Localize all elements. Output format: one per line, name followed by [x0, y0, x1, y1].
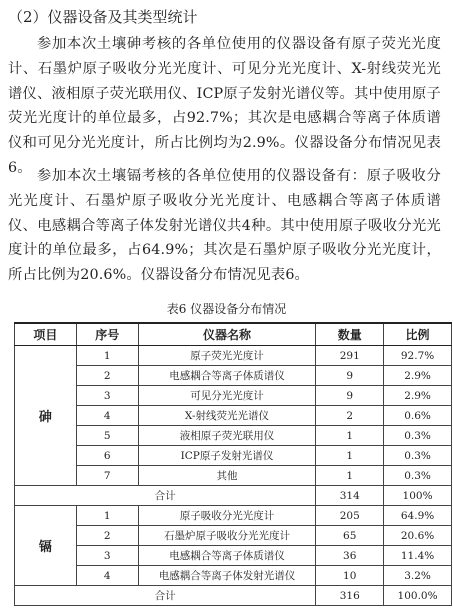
- section-heading: （2）仪器设备及其类型统计: [8, 8, 198, 26]
- ratio-cell: 0.3%: [384, 466, 452, 486]
- header-name: 仪器名称: [138, 323, 316, 346]
- table-row: [15, 526, 452, 546]
- seq-cell: 3: [76, 386, 138, 406]
- total-row: [15, 486, 452, 506]
- instrument-name-cell: 液相原子荧光联用仪: [138, 426, 316, 446]
- total-ratio: 100%: [384, 486, 452, 506]
- paragraph-arsenic: 参加本次土壤砷考核的各单位使用的仪器设备有原子荧光光度计、石墨炉原子吸收分光光度计、可见分光光度计、X-射线荧光光谱仪、液相原子荧光联用仪、ICP原子发射光谱仪等。其中使用原子荧光光度计的单位最多，占92.7%；其次是电感耦合等离子体质谱仪和可见分光光度计，所占比例均为2.9%。仪器设备分布情况见表6。: [8, 36, 441, 176]
- instrument-name-cell: 电感耦合等离子体发射光谱仪: [138, 566, 316, 586]
- instrument-name-cell: 石墨炉原子吸收分光光度计: [138, 526, 316, 546]
- count-cell: 291: [316, 346, 384, 366]
- instrument-name-cell: 原子吸收分光光度计: [138, 506, 316, 526]
- instrument-name-cell: 原子荧光光度计: [138, 346, 316, 366]
- table-row: [15, 466, 452, 486]
- ratio-cell: 64.9%: [384, 506, 452, 526]
- table-caption: 表6 仪器设备分布情况: [166, 302, 287, 316]
- instrument-name-cell: 电感耦合等离子体质谱仪: [138, 546, 316, 566]
- ratio-cell: 92.7%: [384, 346, 452, 366]
- header-ratio: 比例: [384, 323, 452, 346]
- count-cell: 1: [316, 466, 384, 486]
- project-cell: 镉: [15, 506, 77, 586]
- seq-cell: 6: [76, 446, 138, 466]
- total-label: 合计: [15, 586, 316, 606]
- total-label: 合计: [15, 486, 316, 506]
- ratio-cell: 0.3%: [384, 426, 452, 446]
- header-project: 项目: [15, 323, 77, 346]
- instrument-name-cell: 可见分光光度计: [138, 386, 316, 406]
- count-cell: 65: [316, 526, 384, 546]
- project-cell: 砷: [15, 346, 77, 486]
- count-cell: 9: [316, 366, 384, 386]
- instrument-distribution-table: [14, 322, 452, 606]
- seq-cell: 5: [76, 426, 138, 446]
- count-cell: 10: [316, 566, 384, 586]
- table-header-row: [15, 323, 452, 346]
- instrument-name-cell: 其他: [138, 466, 316, 486]
- instrument-name-cell: 电感耦合等离子体质谱仪: [138, 366, 316, 386]
- seq-cell: 3: [76, 546, 138, 566]
- table-row: [15, 346, 452, 366]
- table-body: [15, 346, 452, 606]
- count-cell: 2: [316, 406, 384, 426]
- count-cell: 205: [316, 506, 384, 526]
- ratio-cell: 11.4%: [384, 546, 452, 566]
- total-count: 314: [316, 486, 384, 506]
- table-row: [15, 546, 452, 566]
- table-row: [15, 446, 452, 466]
- instrument-name-cell: X-射线荧光光谱仪: [138, 406, 316, 426]
- count-cell: 9: [316, 386, 384, 406]
- table-row: [15, 506, 452, 526]
- ratio-cell: 2.9%: [384, 366, 452, 386]
- count-cell: 36: [316, 546, 384, 566]
- count-cell: 1: [316, 446, 384, 466]
- ratio-cell: 0.3%: [384, 446, 452, 466]
- seq-cell: 2: [76, 366, 138, 386]
- seq-cell: 4: [76, 566, 138, 586]
- count-cell: 1: [316, 426, 384, 446]
- seq-cell: 2: [76, 526, 138, 546]
- seq-cell: 7: [76, 466, 138, 486]
- ratio-cell: 2.9%: [384, 386, 452, 406]
- seq-cell: 1: [76, 346, 138, 366]
- seq-cell: 1: [76, 506, 138, 526]
- table-row: [15, 386, 452, 406]
- table-row: [15, 406, 452, 426]
- instrument-name-cell: ICP原子发射光谱仪: [138, 446, 316, 466]
- table-row: [15, 426, 452, 446]
- total-row: [15, 586, 452, 606]
- ratio-cell: 3.2%: [384, 566, 452, 586]
- header-count: 数量: [316, 323, 384, 346]
- table-row: [15, 566, 452, 586]
- ratio-cell: 0.6%: [384, 406, 452, 426]
- header-seq: 序号: [76, 323, 138, 346]
- ratio-cell: 20.6%: [384, 526, 452, 546]
- paragraph-cadmium: 参加本次土壤镉考核的各单位使用的仪器设备有：原子吸收分光光度计、石墨炉原子吸收分光光度计、电感耦合等离子体质谱仪、电感耦合等离子体发射光谱仪共4种。其中使用原子吸收分光光度计的单位最多，占64.9%；其次是石墨炉原子吸收分光光度计，所占比例为20.6%。仪器设备分布情况见表6。: [8, 168, 441, 284]
- total-ratio: 100.0%: [384, 586, 452, 606]
- seq-cell: 4: [76, 406, 138, 426]
- table-row: [15, 366, 452, 386]
- total-count: 316: [316, 586, 384, 606]
